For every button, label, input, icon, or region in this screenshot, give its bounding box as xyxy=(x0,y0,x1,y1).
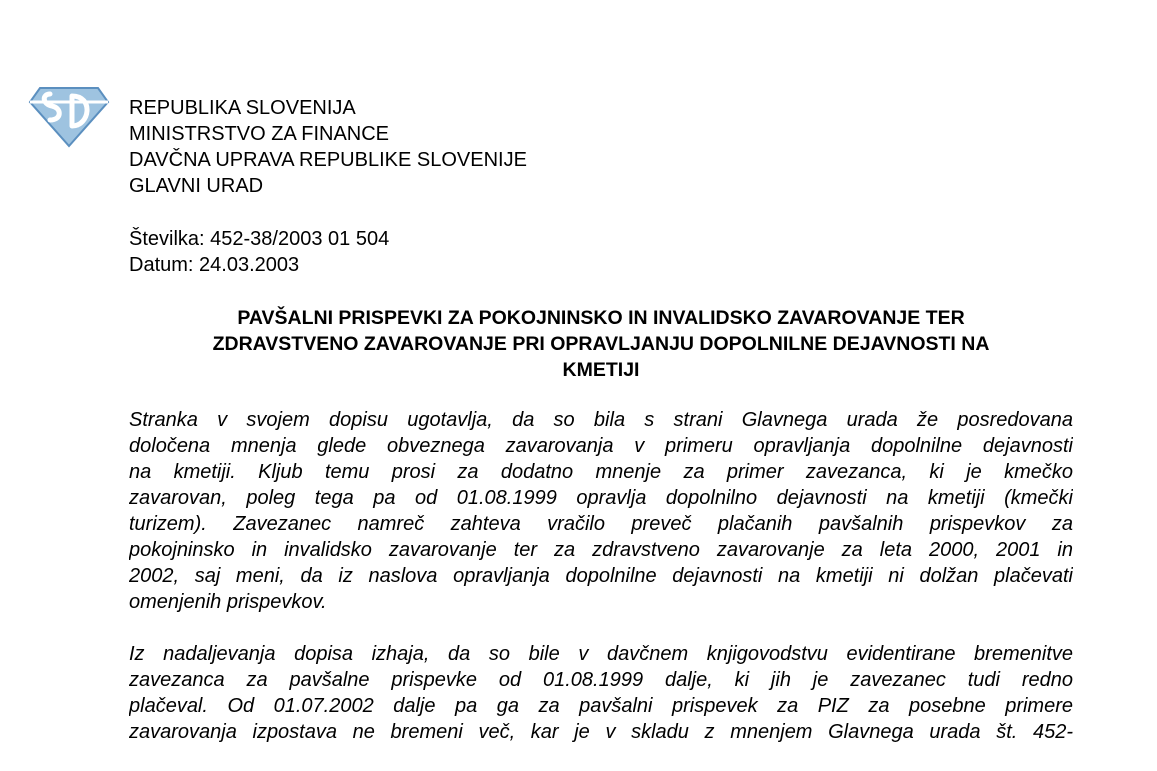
title-line: PAVŠALNI PRISPEVKI ZA POKOJNINSKO IN INVALIDSKO ZAVAROVANJE TER xyxy=(237,307,965,329)
body-line: Stranka v svojem dopisu ugotavlja, da so bila s strani Glavnega urada že posredovana xyxy=(129,409,1073,431)
body-line: zavarovan, poleg tega pa od 01.08.1999 opravlja dopolnilno dejavnosti na kmetiji (kmečki xyxy=(129,487,1073,509)
body-line: turizem). Zavezanec namreč zahteva vračilo preveč plačanih pavšalnih prispevkov za xyxy=(129,513,1073,535)
letterhead-line: GLAVNI URAD xyxy=(129,175,264,197)
diamond-logo-icon xyxy=(28,80,110,148)
document-body xyxy=(129,407,1073,771)
letterhead-line: MINISTRSTVO ZA FINANCE xyxy=(129,123,390,145)
body-line: na kmetiji. Kljub temu prosi za dodatno mnenje za primer zavezanca, ki je kmečko xyxy=(129,461,1073,483)
body-line: zavarovanja izpostava ne bremeni več, kar je v skladu z mnenjem Glavnega urada št. 452- xyxy=(129,721,1073,743)
body-line: omenjenih prispevkov. xyxy=(129,591,327,613)
title-line: ZDRAVSTVENO ZAVAROVANJE PRI OPRAVLJANJU DOPOLNILNE DEJAVNOSTI NA xyxy=(212,333,990,355)
body-line: 2002, saj meni, da iz naslova opravljanja dopolnilne dejavnosti na kmetiji ni dolžan plačevati xyxy=(129,565,1073,587)
document-title xyxy=(129,305,1073,383)
body-line: določena mnenja glede obveznega zavarovanja v primeru opravljanja dopolnilne dejavnosti xyxy=(129,435,1073,457)
paragraph-2 xyxy=(129,641,1073,745)
body-line: zavezanca za pavšalne prispevke od 01.08.1999 dalje, ki jih je zavezanec tudi redno xyxy=(129,669,1073,691)
tax-office-logo xyxy=(28,80,110,148)
document-number: Številka: 452-38/2003 01 504 xyxy=(129,228,390,250)
document-date: Datum: 24.03.2003 xyxy=(129,254,300,276)
body-line: plačeval. Od 01.07.2002 dalje pa ga za pavšalni prispevek za PIZ za posebne primere xyxy=(129,695,1073,717)
title-line: KMETIJI xyxy=(562,359,640,381)
document-meta xyxy=(129,226,389,278)
letterhead-line: DAVČNA UPRAVA REPUBLIKE SLOVENIJE xyxy=(129,149,527,171)
paragraph-1 xyxy=(129,407,1073,615)
body-line: pokojninsko in invalidsko zavarovanje ter za zdravstveno zavarovanje za leta 2000, 2001 in xyxy=(129,539,1073,561)
letterhead-line: REPUBLIKA SLOVENIJA xyxy=(129,97,356,119)
body-line: Iz nadaljevanja dopisa izhaja, da so bile v davčnem knjigovodstvu evidentirane bremenitve xyxy=(129,643,1073,665)
letterhead xyxy=(129,95,527,199)
